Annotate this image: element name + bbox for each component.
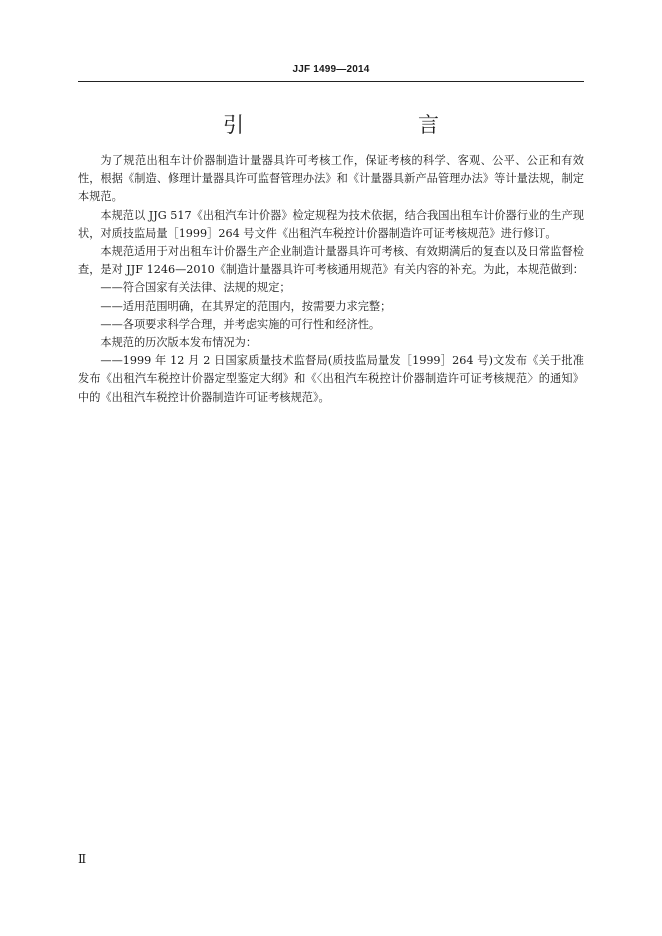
paragraph-history-intro: 本规范的历次版本发布情况为： xyxy=(100,336,258,350)
list-item: ——各项要求科学合理，并考虑实施的可行性和经济性。 xyxy=(100,317,381,331)
header-divider xyxy=(78,81,584,82)
document-code: JJF 1499—2014 xyxy=(292,64,370,75)
list-item: ——1999 年 12 月 2 日国家质量技术监督局(质技监局量发［1999］264 号)文发布《关于批准发布《出租汽车税控计价器定型鉴定大纲》和《〈出租汽车税控计价器制造许可证考核规范〉的通知》中的《出租汽车税控计价器制造许可证考核规范》。 xyxy=(78,354,584,404)
list-item: ——符合国家有关法律、法规的规定； xyxy=(100,281,291,295)
page-title: 引 言 xyxy=(223,113,483,137)
paragraph-scope: 本规范适用于对出租车计价器生产企业制造计量器具许可考核、有效期满后的复查以及日常监督检查，是对 JJF 1246—2010《制造计量器具许可考核通用规范》有关内容的补充。为此，本规范做到： xyxy=(78,245,584,277)
body-text xyxy=(78,152,584,407)
paragraph-basis: 本规范以 JJG 517《出租汽车计价器》检定规程为技术依据，结合我国出租车计价器行业的生产现状，对质技监局量［1999］264 号文件《出租汽车税控计价器制造许可证考核规范》进行修订。 xyxy=(78,208,584,240)
paragraph-purpose: 为了规范出租车计价器制造计量器具许可考核工作，保证考核的科学、客观、公平、公正和有效性，根据《制造、修理计量器具许可监督管理办法》和《计量器具新产品管理办法》等计量法规，制定本规范。 xyxy=(78,154,584,204)
list-item: ——适用范围明确，在其界定的范围内，按需要力求完整； xyxy=(100,299,392,313)
page-number: Ⅱ xyxy=(78,852,87,866)
